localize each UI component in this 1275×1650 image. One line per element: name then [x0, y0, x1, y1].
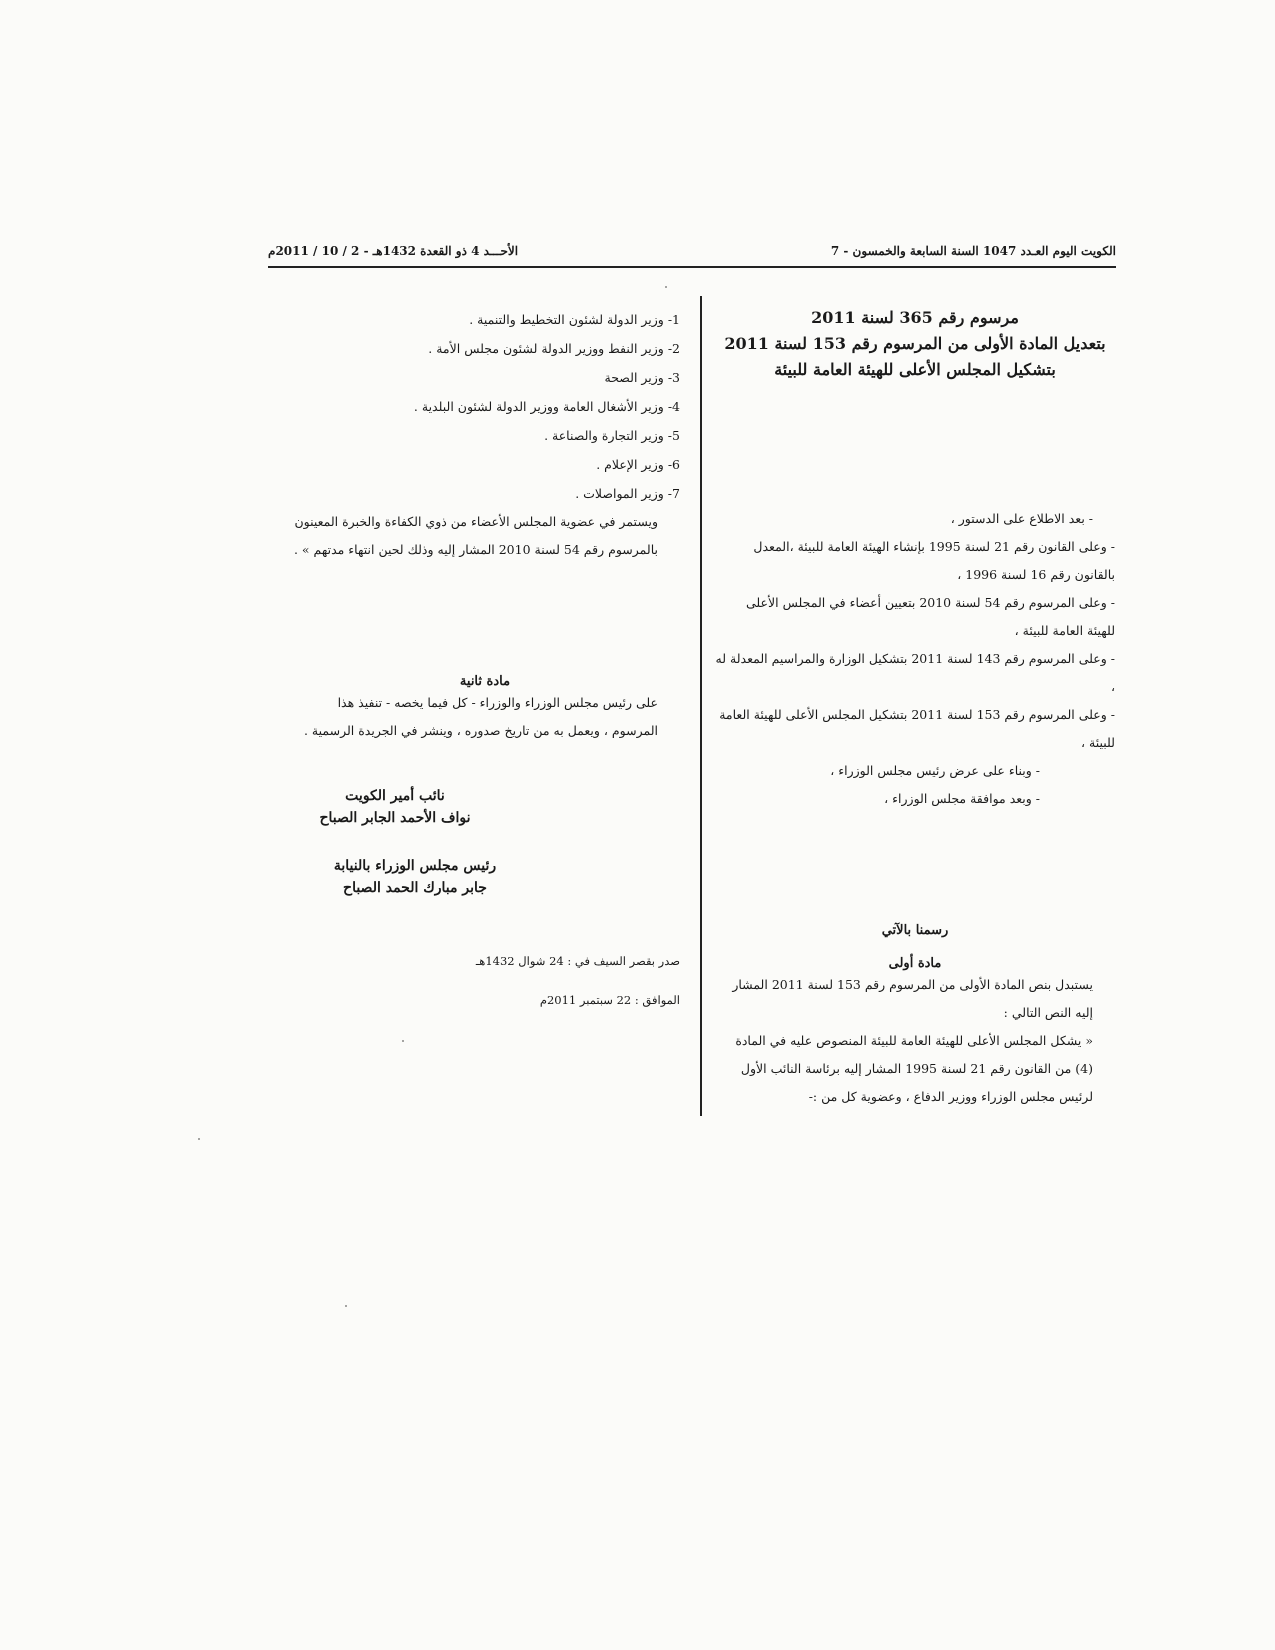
article-1-quote: « يشكل المجلس الأعلى للهيئة العامة للبيئة المنصوص عليه في المادة (4) من القانون رقم 21 لسنة 1995 المشار إليه برئاسة النائب الأول لرئيس مجلس الوزراء ووزير الدفاع ، وعضوية كل من :- — [735, 1033, 1093, 1104]
preamble-item: - وبعد موافقة مجلس الوزراء ، — [884, 791, 1040, 806]
page-header — [268, 242, 1116, 268]
deputy-amir-title: نائب أمير الكويت — [345, 788, 445, 804]
prime-minister-name: جابر مبارك الحمد الصباح — [343, 880, 487, 896]
issued-place-date: صدر بقصر السيف في : 24 شوال 1432هـ — [475, 953, 680, 968]
members-continue-text: ويستمر في عضوية المجلس الأعضاء من ذوي الكفاءة والخبرة المعينون بالمرسوم رقم 54 لسنة 2010 المشار إليه وذلك لحين انتهاء مدتهم » . — [293, 514, 658, 557]
scan-speck — [665, 286, 667, 288]
header-issue: الكويت اليوم العـدد 1047 السنة السابعة والخمسون - 7 — [830, 244, 1116, 258]
member-item: 5- وزير التجارة والصناعة . — [544, 428, 680, 443]
deputy-amir-name: نواف الأحمد الجابر الصباح — [319, 810, 471, 826]
preamble-item: - وعلى المرسوم رقم 153 لسنة 2011 بتشكيل المجلس الأعلى للهيئة العامة للبيئة ، — [719, 707, 1115, 750]
header-date: الأحـــد 4 ذو القعدة 1432هـ - 2 / 10 / 2011م — [268, 244, 519, 258]
preamble-item: - وعلى المرسوم رقم 143 لسنة 2011 بتشكيل الوزارة والمراسيم المعدلة له ، — [715, 651, 1115, 694]
prime-minister-signature — [290, 855, 540, 899]
member-item: 2- وزير النفط ووزير الدولة لشئون مجلس الأمة . — [428, 341, 680, 356]
prime-minister-title: رئيس مجلس الوزراء بالنيابة — [333, 858, 497, 874]
left-column — [290, 305, 680, 1026]
preamble-item: - بعد الاطلاع على الدستور ، — [950, 511, 1093, 526]
member-item: 6- وزير الإعلام . — [596, 457, 680, 472]
scan-speck — [198, 1138, 200, 1140]
member-item: 7- وزير المواصلات . — [575, 486, 680, 501]
decree-subject-line-1: بتعديل المادة الأولى من المرسوم رقم 153 لسنة 2011 — [724, 334, 1106, 353]
decreed-heading: رسمنا بالآتي — [881, 923, 949, 938]
member-item: 4- وزير الأشغال العامة ووزير الدولة لشئون البلدية . — [413, 399, 680, 414]
preamble-item: - وبناء على عرض رئيس مجلس الوزراء ، — [830, 763, 1040, 778]
scan-speck — [402, 1040, 404, 1042]
member-item: 3- وزير الصحة — [604, 370, 680, 385]
article-2-heading: مادة ثانية — [459, 674, 511, 689]
preamble-item: - وعلى القانون رقم 21 لسنة 1995 بإنشاء الهيئة العامة للبيئة ،المعدل بالقانون رقم 16 لسنة 1996 ، — [753, 539, 1115, 582]
article-1-heading: مادة أولى — [888, 956, 942, 971]
right-column — [715, 305, 1115, 1111]
deputy-amir-signature — [290, 785, 500, 829]
decree-title — [715, 305, 1115, 383]
member-item: 1- وزير الدولة لشئون التخطيط والتنمية . — [469, 312, 680, 327]
article-1-text: يستبدل بنص المادة الأولى من المرسوم رقم 153 لسنة 2011 المشار إليه النص التالي : — [732, 977, 1093, 1020]
preamble-item: - وعلى المرسوم رقم 54 لسنة 2010 بتعيين أعضاء في المجلس الأعلى للهيئة العامة للبيئة ، — [745, 595, 1115, 638]
article-2-text: على رئيس مجلس الوزراء والوزراء - كل فيما يخصه - تنفيذ هذا المرسوم ، ويعمل به من تاريخ صدوره ، وينشر في الجريدة الرسمية . — [303, 695, 658, 738]
issued-gregorian-date: الموافق : 22 سبتمبر 2011م — [539, 993, 680, 1007]
decree-subject-line-2: بتشكيل المجلس الأعلى للهيئة العامة للبيئة — [774, 360, 1056, 379]
decree-number: مرسوم رقم 365 لسنة 2011 — [811, 308, 1019, 327]
scan-speck — [345, 1305, 347, 1307]
column-divider — [700, 296, 702, 1116]
